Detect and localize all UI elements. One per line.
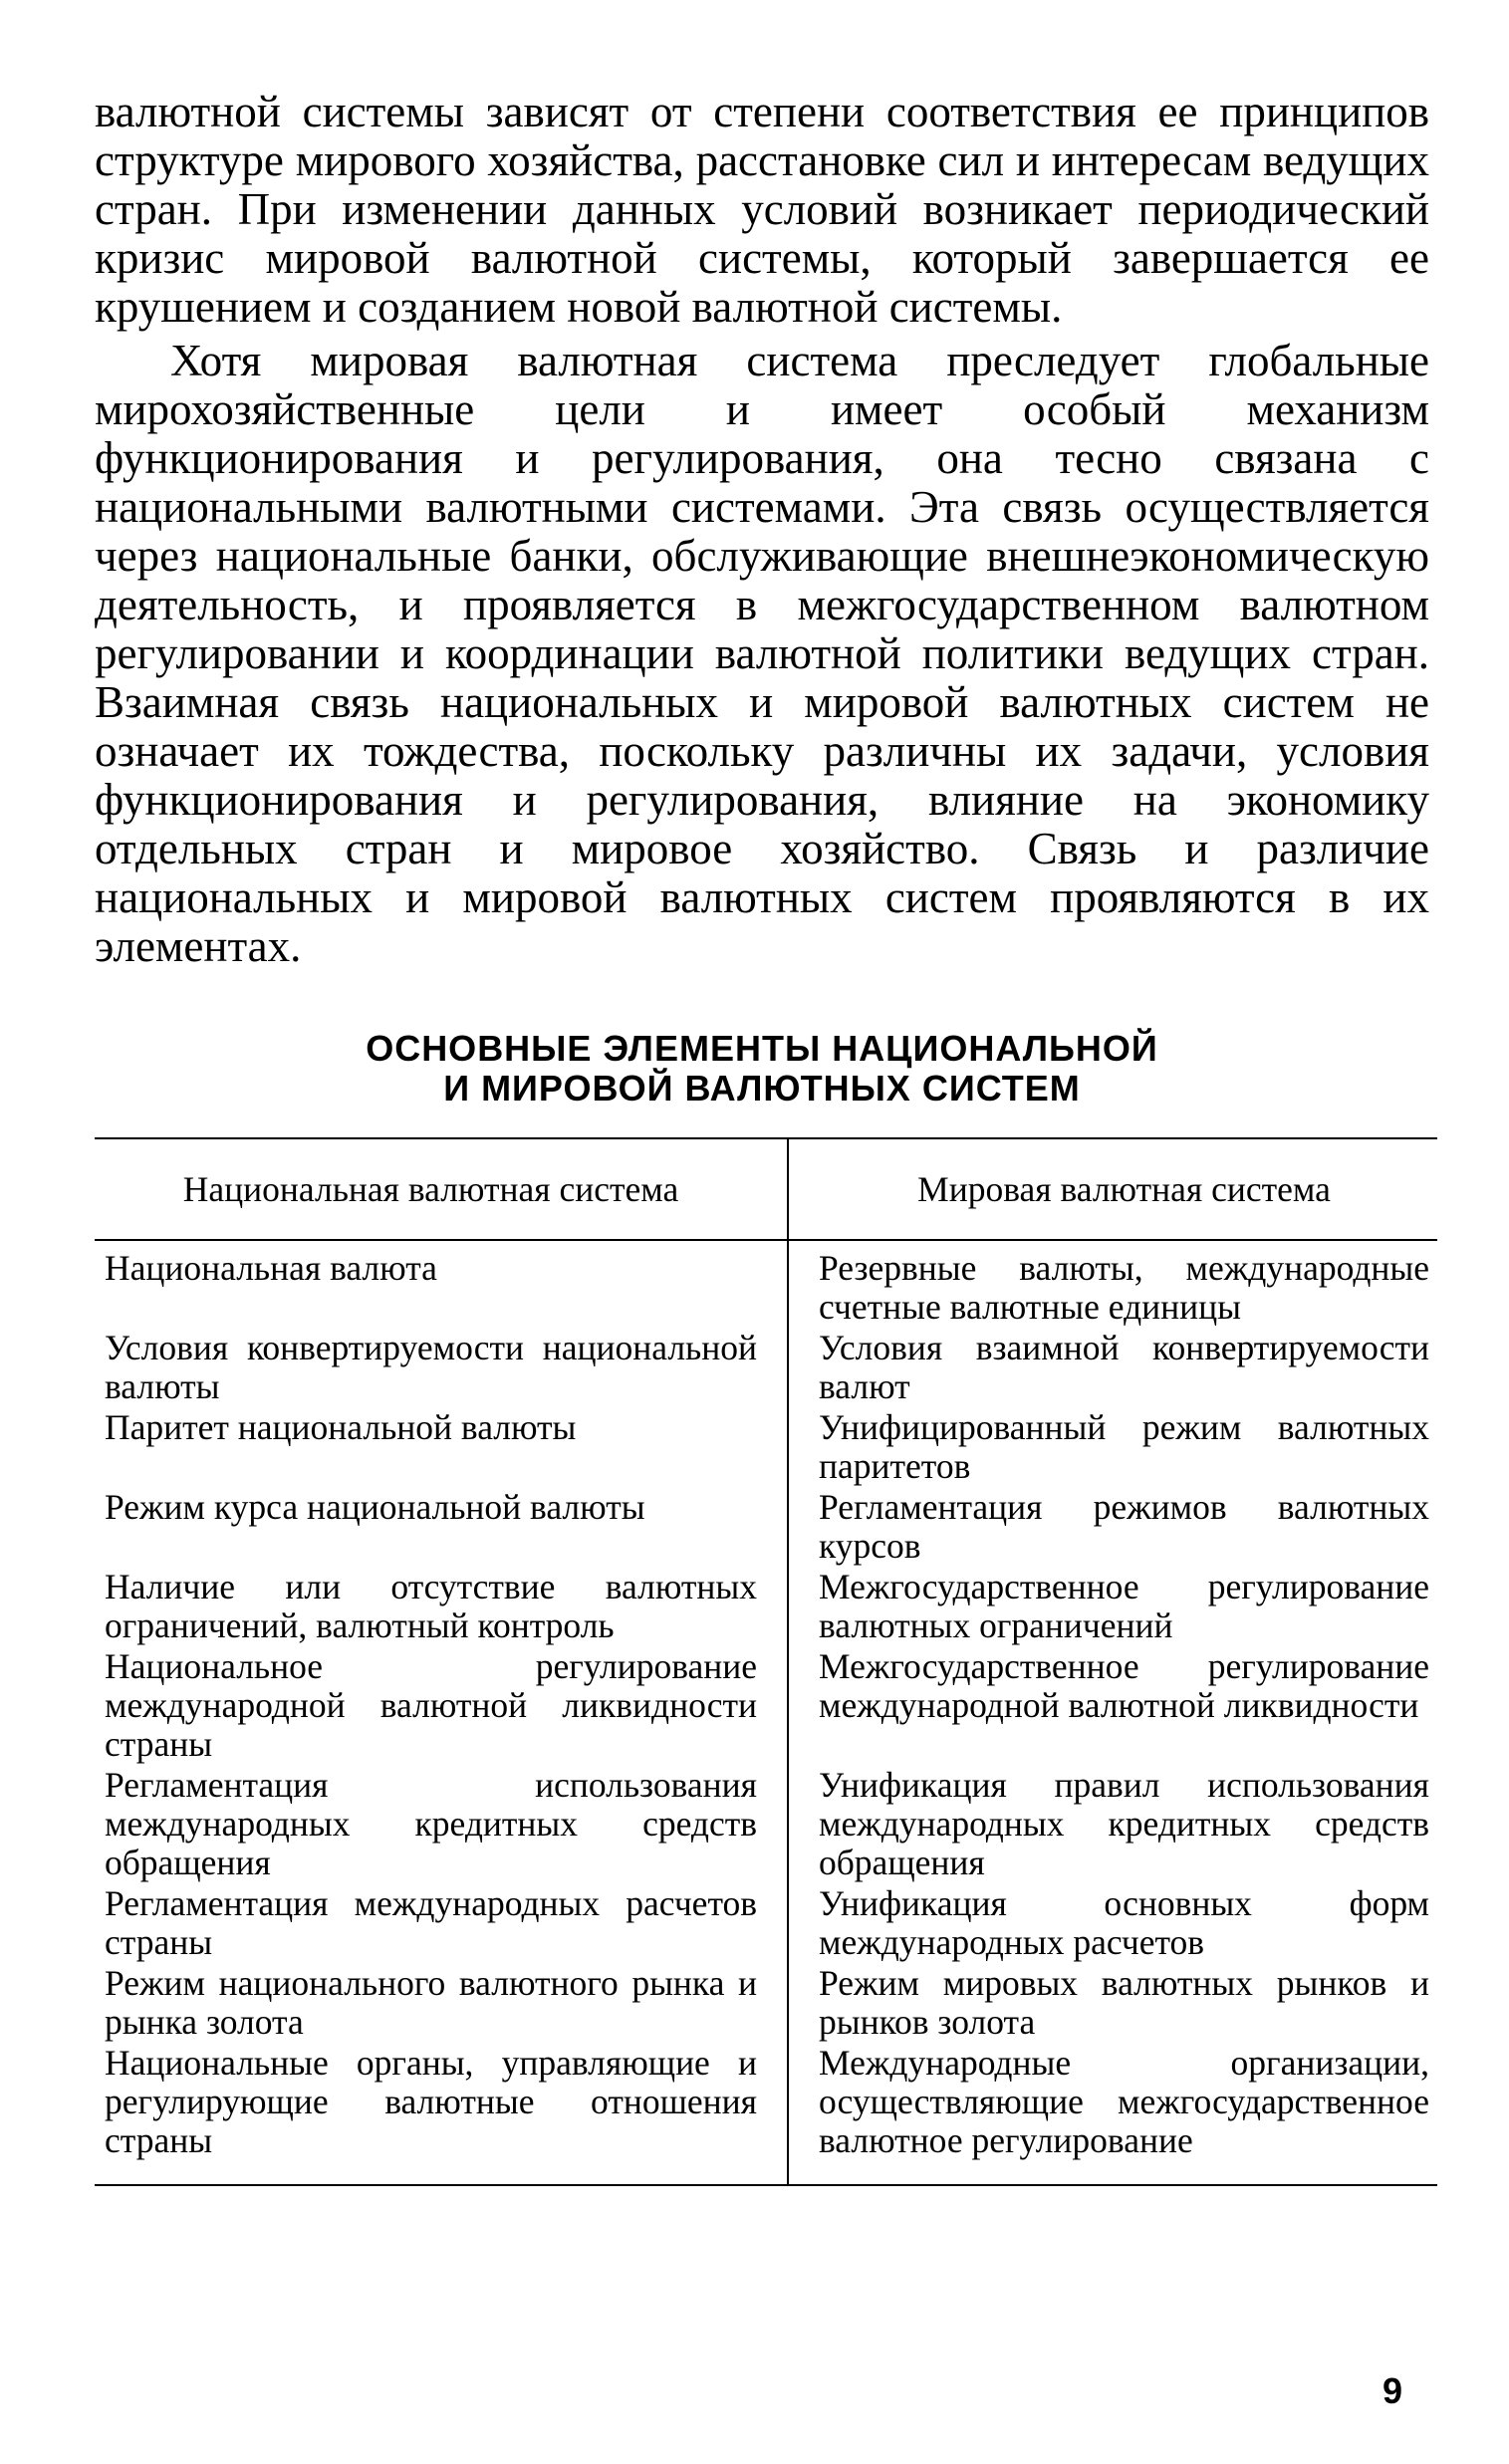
- cell-world: Условия взаимной конвертируемости валют: [819, 1328, 1429, 1406]
- cell-world: Унифицированный режим валютных паритетов: [819, 1407, 1429, 1486]
- page-number: 9: [1383, 2370, 1403, 2411]
- table-row: [95, 1487, 1437, 1567]
- cell-national: Регламентация международных расчетов страны: [95, 1883, 788, 1963]
- table-row: [95, 1407, 1437, 1487]
- table-row: [95, 1883, 1437, 1963]
- paragraph-continuation: валютной системы зависят от степени соответствия ее принципов структуре мирового хозяйства, расстановке сил и интересам ведущих стран. При изменении данных условий возникает периодический кризис мировой валютной системы, который завершается ее крушением и созданием новой валютной системы.: [95, 87, 1429, 332]
- paragraph-main: Хотя мировая валютная система преследует глобальные мирохозяйственные цели и имеет особый механизм функционирования и регулирования, она тесно связана с национальными валютными системами. Эта связь осуществляется через национальные банки, обслуживающие внешнеэкономическую деятельность, и проявляется в межгосударственном валютном регулировании и координации валютной политики ведущих стран. Взаимная связь национальных и мировой валютных систем не означает их тождества, поскольку различны их задачи, условия функционирования и регулирования, влияние на экономику отдельных стран и мировое хозяйство. Связь и различие национальных и мировой валютных систем проявляются в их элементах.: [95, 336, 1429, 971]
- cell-national: Национальная валюта: [95, 1240, 788, 1328]
- table-header-row: [95, 1138, 1437, 1240]
- cell-national: Условия конвертируемости национальной валюты: [95, 1328, 788, 1407]
- table-row: [95, 1765, 1437, 1883]
- cell-world: Унификация основных форм международных расчетов: [819, 1883, 1429, 1962]
- cell-world: Межгосударственное регулирование международной валютной ликвидности: [819, 1646, 1429, 1725]
- table-row: [95, 1567, 1437, 1646]
- cell-world: Регламентация режимов валютных курсов: [819, 1487, 1429, 1566]
- cell-national: Национальное регулирование международной валютной ликвидности страны: [95, 1646, 788, 1765]
- cell-world: Резервные валюты, международные счетные валютные единицы: [819, 1248, 1429, 1327]
- cell-national: Режим национального валютного рынка и рынка золота: [95, 1963, 788, 2043]
- table-row: [95, 2043, 1437, 2185]
- header-world-system: Мировая валютная система: [788, 1138, 1437, 1240]
- cell-national: Режим курса национальной валюты: [95, 1487, 788, 1567]
- cell-national: Паритет национальной валюты: [95, 1407, 788, 1487]
- table-row: [95, 1328, 1437, 1407]
- table-row: [95, 1963, 1437, 2043]
- table-title-line-1: ОСНОВНЫЕ ЭЛЕМЕНТЫ НАЦИОНАЛЬНОЙ: [366, 1028, 1158, 1069]
- cell-world: Межгосударственное регулирование валютных ограничений: [819, 1567, 1429, 1645]
- page-content: [95, 88, 1429, 1109]
- table-title: [95, 1029, 1429, 1109]
- cell-national: Регламентация использования международных кредитных средств обращения: [95, 1765, 788, 1883]
- header-national-system: Национальная валютная система: [95, 1138, 788, 1240]
- cell-national: Национальные органы, управляющие и регулирующие валютные отношения страны: [95, 2043, 788, 2185]
- currency-systems-table: [95, 1137, 1437, 2186]
- cell-world: Режим мировых валютных рынков и рынков золота: [819, 1963, 1429, 2042]
- table-title-line-2: И МИРОВОЙ ВАЛЮТНЫХ СИСТЕМ: [443, 1068, 1081, 1109]
- cell-world: Международные организации, осуществляющие межгосударственное валютное регулирование: [819, 2043, 1429, 2160]
- cell-world: Унификация правил использования международных кредитных средств обращения: [819, 1765, 1429, 1882]
- cell-national: Наличие или отсутствие валютных ограничений, валютный контроль: [95, 1567, 788, 1646]
- table-row: [95, 1646, 1437, 1765]
- table-row: [95, 1240, 1437, 1328]
